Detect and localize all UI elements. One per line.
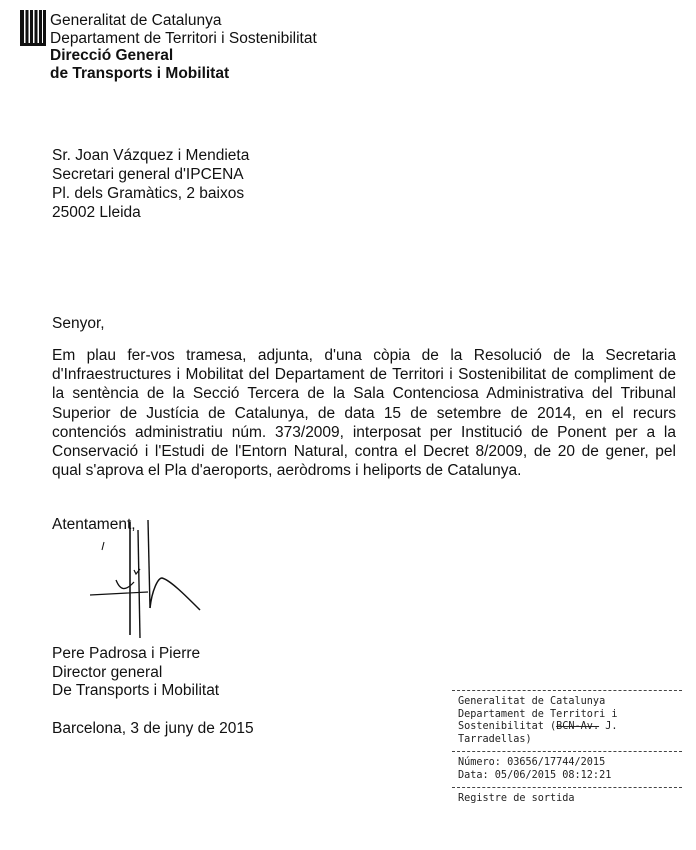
signer-block (52, 645, 219, 701)
signer-name: Pere Padrosa i Pierre (52, 645, 201, 662)
stamp-org-line3-end: J. (599, 721, 618, 732)
letterhead-department: Departament de Territori i Sostenibilitat (50, 29, 317, 47)
recipient-city: 25002 Lleida (52, 204, 141, 221)
generalitat-logo (20, 10, 46, 46)
letter-body: Em plau fer-vos tramesa, adjunta, d'una còpia de la Resolució de la Secretaria d'Infraestructures i Mobilitat del Departament de Territori i Sostenibilitat de compliment de la sentència de la Secció Tercera de la Sala Contenciosa Administrativa del Tribunal Superior de Justícia de Catalunya, de data 15 de setembre de 2014, en el recurs contenciós administratiu núm. 373/2009, interposat per Institució de Ponent per a la Conservació i l'Estudi de l'Entorn Natural, contra el Decret 8/2009, de 20 de gener, pel qual s'aprova el Pla d'aeroports, aeròdroms i heliports de Catalunya. (52, 347, 676, 480)
signer-unit: De Transports i Mobilitat (52, 682, 220, 699)
stamp-org-line3 (458, 721, 678, 734)
recipient-name: Sr. Joan Vázquez i Mendieta (52, 147, 250, 164)
recipient-title: Secretari general d'IPCENA (52, 166, 244, 183)
stamp-registration (452, 752, 682, 787)
signer-position: Director general (52, 663, 163, 681)
letter-greeting: Senyor, (52, 315, 105, 332)
stamp-register-label: Registre de sortida (458, 793, 575, 804)
letter-closing: Atentament, (52, 516, 136, 533)
letterhead-directorate: Direcció General (50, 47, 174, 64)
recipient-street: Pl. dels Gramàtics, 2 baixos (52, 185, 245, 202)
place-and-date: Barcelona, 3 de juny de 2015 (52, 720, 254, 737)
letterhead-government: Generalitat de Catalunya (50, 12, 222, 29)
stamp-org-line2: Departament de Territori i (458, 708, 618, 720)
handwritten-signature (90, 520, 220, 640)
stamp-org-line3-start: Sostenibilitat ( (458, 721, 557, 732)
recipient-address (52, 146, 249, 222)
letterhead-directorate-area: de Transports i Mobilitat (50, 64, 230, 82)
stamp-org-line1: Generalitat de Catalunya (458, 696, 606, 707)
stamp-date: Data: 05/06/2015 08:12:21 (458, 769, 612, 781)
stamp-register-type (452, 788, 682, 811)
registry-stamp (452, 690, 682, 811)
stamp-org-line4: Tarradellas) (458, 733, 532, 745)
letterhead (50, 12, 317, 82)
stamp-organization (452, 691, 682, 751)
stamp-org-struck-text: BCN-Av. (556, 721, 600, 732)
stamp-number: Número: 03656/17744/2015 (458, 757, 606, 768)
